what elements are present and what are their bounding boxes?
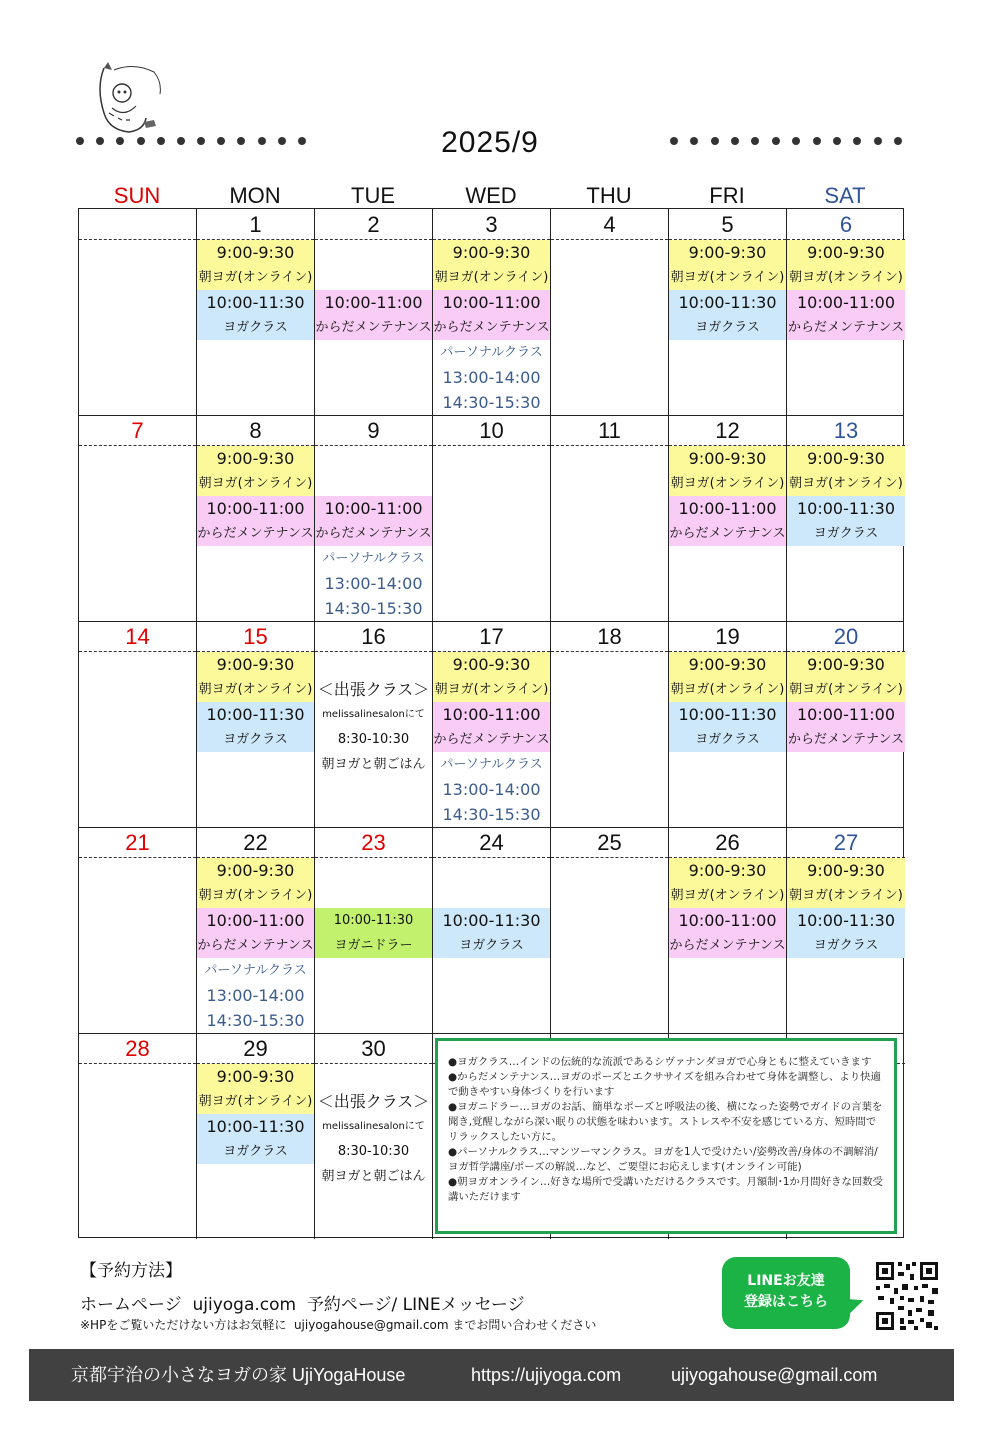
decorative-dots-right [670,137,902,149]
schedule-slot: からだメンテナンス [787,727,905,752]
weekday-sat: SAT [824,183,866,208]
schedule-slot: 10:00-11:30 [197,290,314,315]
decorative-dots-left [76,137,306,149]
day-number: 4 [551,209,668,240]
day-cell [197,415,315,621]
schedule-slot [315,883,432,908]
day-cell [315,209,433,415]
day-cell [79,1033,197,1239]
day-number: 1 [197,209,314,240]
schedule-slot [315,471,432,496]
schedule-slot: ヨガニドラー [315,933,432,958]
schedule-slot: 13:00-14:00 [442,368,541,387]
reservation-note: ※HPをご覧いただけない方はお気軽に ujiyogahouse@gmail.com までお問い合わせください [80,1318,597,1332]
day-cell [551,415,669,621]
weekday-mon: MON [229,183,281,208]
class-description-item: ●朝ヨガオンライン…好きな場所で受講いただけるクラスです。月額制･1か月間好きな回数受講いただけます [448,1176,884,1203]
schedule-slot: melissalinesalonにて [322,1121,425,1132]
day-number: 22 [197,827,314,858]
day-cell [433,415,551,621]
day-cell [315,1033,433,1239]
schedule-slot: ヨガクラス [787,521,905,546]
calendar-week [79,621,903,828]
schedule-slot: からだメンテナンス [433,727,550,752]
schedule-slot: ヨガクラス [669,727,786,752]
schedule-slot: 朝ヨガ(オンライン) [197,677,314,702]
schedule-slot: 朝ヨガ(オンライン) [669,471,786,496]
day-number: 18 [551,621,668,652]
schedule-slot: 9:00-9:30 [197,240,314,265]
day-number: 20 [787,621,905,652]
schedule-slot: melissalinesalonにて [322,709,425,720]
day-cell [197,827,315,1033]
schedule-slot: ＜出張クラス＞ [317,1092,430,1111]
line-friend-button[interactable] [722,1257,850,1329]
schedule-slot: からだメンテナンス [669,521,786,546]
class-description-item: ●ヨガニドラー…ヨガのお話、簡単なポーズと呼吸法の後、横になった姿勢でガイドの言葉を聞き,覚醒しながら深い眠りの状態を味わいます。ストレスや不安を感じている方、短時間でリラックスしたい方に。 [448,1101,883,1143]
calendar-week [79,827,903,1034]
day-number: 9 [315,415,432,446]
day-cell [787,827,905,1033]
schedule-slot: からだメンテナンス [197,521,314,546]
day-cell [669,209,787,415]
day-cell [787,415,905,621]
schedule-slot: 10:00-11:00 [197,908,314,933]
line-button-text-2: 登録はこちら [744,1294,828,1310]
class-description-item: ●からだメンテナンス…ヨガのポーズとエクササイズを組み合わせて身体を調整し、より快適で動きやすい身体づくりを行います [448,1071,881,1098]
day-cell [551,827,669,1033]
schedule-slot: 朝ヨガ(オンライン) [787,471,905,496]
schedule-slot [433,883,550,908]
day-cell [433,827,551,1033]
schedule-slot: 朝ヨガ(オンライン) [197,265,314,290]
schedule-slot: ヨガクラス [197,1139,314,1164]
schedule-slot: 9:00-9:30 [669,652,786,677]
reservation-heading: 【予約方法】 [80,1261,182,1281]
day-number: 16 [315,621,432,652]
schedule-slot: ヨガクラス [433,933,550,958]
day-number: 24 [433,827,550,858]
schedule-slot: からだメンテナンス [787,315,905,340]
day-cell [315,621,433,827]
weekday-header [78,183,904,209]
schedule-slot: 朝ヨガ(オンライン) [669,677,786,702]
class-descriptions [435,1038,897,1234]
schedule-slot: 9:00-9:30 [787,240,905,265]
day-number: 7 [79,415,196,446]
day-number: 3 [433,209,550,240]
schedule-slot: 10:00-11:30 [669,290,786,315]
schedule-slot: からだメンテナンス [433,315,550,340]
schedule-slot: 朝ヨガ(オンライン) [787,265,905,290]
schedule-slot: 10:00-11:30 [669,702,786,727]
weekday-sun: SUN [113,183,161,208]
cat-logo [84,58,174,138]
schedule-slot: 9:00-9:30 [197,446,314,471]
day-cell [669,415,787,621]
reservation-methods: ホームページ ujiyoga.com 予約ページ/ LINEメッセージ [80,1295,525,1315]
day-number: 27 [787,827,905,858]
weekday-wed: WED [465,183,517,208]
day-cell [79,621,197,827]
schedule-slot [315,240,432,265]
weekday-thu: THU [586,183,632,208]
schedule-slot: 朝ヨガ(オンライン) [197,1089,314,1114]
schedule-slot: 9:00-9:30 [197,858,314,883]
schedule-slot: ヨガクラス [197,315,314,340]
day-number: 11 [551,415,668,446]
schedule-slot: 13:00-14:00 [442,780,541,799]
schedule-slot: からだメンテナンス [315,521,432,546]
day-cell [197,621,315,827]
schedule-slot: 朝ヨガ(オンライン) [787,677,905,702]
day-cell [197,209,315,415]
schedule-slot: 10:00-11:00 [315,496,432,521]
day-number: 28 [79,1033,196,1064]
schedule-slot: 14:30-15:30 [206,1011,305,1030]
schedule-slot: 10:00-11:30 [787,908,905,933]
schedule-slot: 9:00-9:30 [433,652,550,677]
schedule-slot: 朝ヨガ(オンライン) [787,883,905,908]
weekday-fri: FRI [709,183,745,208]
schedule-slot: 10:00-11:30 [197,1114,314,1139]
schedule-slot: 9:00-9:30 [787,446,905,471]
schedule-slot [315,858,432,883]
schedule-slot [315,446,432,471]
schedule-slot: 14:30-15:30 [442,393,541,412]
schedule-slot: 朝ヨガ(オンライン) [197,883,314,908]
schedule-slot: 朝ヨガ(オンライン) [669,883,786,908]
day-number: 13 [787,415,905,446]
schedule-slot: 10:00-11:00 [669,496,786,521]
line-button-text-1: LINEお友達 [747,1273,825,1289]
schedule-slot: パーソナルクラス [440,345,543,360]
schedule-slot: 13:00-14:00 [324,574,423,593]
schedule-slot: 14:30-15:30 [324,599,423,618]
calendar-week [79,415,903,622]
schedule-slot: 9:00-9:30 [433,240,550,265]
schedule-slot: 9:00-9:30 [197,652,314,677]
schedule-slot: パーソナルクラス [440,757,543,772]
day-cell [79,827,197,1033]
footer-name: 京都宇治の小さなヨガの家 UjiYogaHouse [71,1365,406,1385]
schedule-slot: からだメンテナンス [669,933,786,958]
schedule-slot: 9:00-9:30 [669,240,786,265]
day-number: 23 [315,827,432,858]
day-cell [79,415,197,621]
schedule-slot: 10:00-11:30 [787,496,905,521]
schedule-slot: 9:00-9:30 [669,858,786,883]
day-cell [197,1033,315,1239]
day-number: 17 [433,621,550,652]
schedule-slot: 10:00-11:00 [433,290,550,315]
day-cell [433,621,551,827]
schedule-slot: 10:00-11:00 [197,496,314,521]
day-number: 26 [669,827,786,858]
schedule-slot: 朝ヨガ(オンライン) [197,471,314,496]
class-description-item: ●パーソナルクラス…マンツーマンクラス。ヨガを1人で受けたい/姿勢改善/身体の不調解消/ヨガ哲学講座/ポーズの解説…など、ご要望にお応えします(オンライン可能) [448,1146,878,1173]
schedule-slot: 9:00-9:30 [787,652,905,677]
schedule-slot: 9:00-9:30 [669,446,786,471]
schedule-slot [315,652,432,677]
schedule-slot: 朝ヨガ(オンライン) [433,265,550,290]
day-cell [787,621,905,827]
schedule-slot: 8:30-10:30 [337,732,410,747]
day-number: 30 [315,1033,432,1064]
day-number: 21 [79,827,196,858]
schedule-slot: 10:00-11:00 [433,702,550,727]
schedule-slot: 10:00-11:00 [787,290,905,315]
schedule-slot: からだメンテナンス [197,933,314,958]
day-cell [433,209,551,415]
day-cell [669,621,787,827]
day-number: 29 [197,1033,314,1064]
day-number: 12 [669,415,786,446]
day-cell [315,415,433,621]
day-cell [551,621,669,827]
schedule-slot: 朝ヨガと朝ごはん [321,757,426,772]
schedule-slot: ヨガクラス [669,315,786,340]
schedule-slot: 10:00-11:00 [315,290,432,315]
schedule-slot: ヨガクラス [787,933,905,958]
day-number: 10 [433,415,550,446]
day-cell [551,209,669,415]
footer-bar [29,1349,954,1401]
day-number: 25 [551,827,668,858]
footer-url[interactable]: https://ujiyoga.com [471,1365,622,1385]
schedule-slot: 10:00-11:30 [315,908,432,933]
schedule-slot: ヨガクラス [197,727,314,752]
calendar-week [79,209,903,416]
schedule-slot: 8:30-10:30 [337,1144,410,1159]
day-number: 6 [787,209,905,240]
schedule-slot: 10:00-11:00 [669,908,786,933]
class-description-item: ●ヨガクラス…インドの伝統的な流派であるシヴァナンダヨガで心身ともに整えていきます [448,1056,872,1068]
schedule-slot: 13:00-14:00 [206,986,305,1005]
weekday-tue: TUE [351,183,395,208]
schedule-slot: 朝ヨガ(オンライン) [669,265,786,290]
footer-email[interactable]: ujiyogahouse@gmail.com [671,1365,878,1385]
schedule-slot: 10:00-11:00 [787,702,905,727]
schedule-slot: ＜出張クラス＞ [317,680,430,699]
calendar-title: 2025/9 [441,126,539,159]
schedule-slot: 朝ヨガと朝ごはん [321,1169,426,1184]
day-cell [669,827,787,1033]
schedule-slot [315,265,432,290]
qr-code[interactable] [868,1254,946,1338]
day-number: 19 [669,621,786,652]
schedule-slot: 14:30-15:30 [442,805,541,824]
schedule-slot: からだメンテナンス [315,315,432,340]
schedule-slot [433,858,550,883]
schedule-slot: パーソナルクラス [204,963,307,978]
day-cell [79,209,197,415]
day-cell [315,827,433,1033]
schedule-slot: 10:00-11:30 [197,702,314,727]
day-number: 14 [79,621,196,652]
day-number: 5 [669,209,786,240]
schedule-slot: 朝ヨガ(オンライン) [433,677,550,702]
schedule-slot [315,1064,432,1089]
day-number: 8 [197,415,314,446]
schedule-slot: 9:00-9:30 [197,1064,314,1089]
day-number: 15 [197,621,314,652]
day-number: 2 [315,209,432,240]
day-cell [787,209,905,415]
schedule-slot: 9:00-9:30 [787,858,905,883]
schedule-slot: パーソナルクラス [322,551,425,566]
schedule-slot: 10:00-11:30 [433,908,550,933]
day-number [79,209,196,240]
